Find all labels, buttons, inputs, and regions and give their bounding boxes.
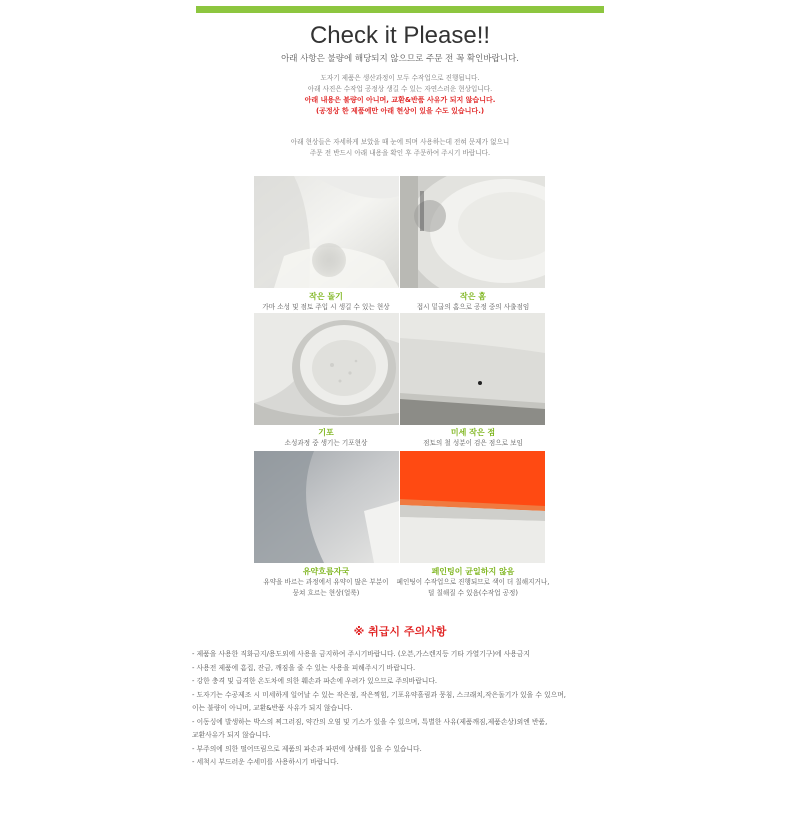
caption-desc: 소성과정 중 생기는 기포현상 (284, 439, 368, 447)
caution-line: - 도자기는 수공제조 시 미세하게 일어날 수 있는 작은점, 작은찍힘, 기포유약흘림과 뭉침, 스크래치,작은돌기가 있을 수 있으며, (192, 690, 566, 699)
note-line: 아래 현상들은 자세하게 보았을 때 눈에 띄며 사용하는데 전혀 문제가 없으니 (290, 138, 510, 146)
caution-line: - 제품을 사용한 직화금지/용도외에 사용을 금지하여 주시기바랍니다. (오븐,가스렌지등 기타 가열기구)에 사용금지 (192, 650, 530, 658)
intro-block (0, 73, 800, 117)
caption-title: 작은 돌기 (309, 292, 343, 301)
photo-small-groove (400, 176, 545, 288)
caption-title: 기포 (318, 428, 334, 437)
intro-line: 아래 사진은 수작업 공정상 생길 수 있는 자연스러운 현상입니다. (307, 85, 493, 93)
intro-warning-line: (공정상 한 제품에만 아래 현상이 있을 수도 있습니다.) (315, 107, 485, 115)
caution-line: - 강한 충격 및 급격한 온도차에 의한 훼손과 파손에 우려가 있으므로 주의바랍니다. (192, 677, 438, 685)
caption-title: 작은 홈 (460, 292, 486, 301)
intro-warning-line: 아래 내용은 불량이 아니며, 교환&반품 사유가 되지 않습니다. (304, 96, 496, 104)
handling-caution-list (192, 648, 622, 770)
note-block (0, 137, 800, 159)
photo-bubbles (254, 313, 399, 425)
top-accent-bar (196, 6, 604, 13)
caption-desc: 가마 소성 및 점토 주입 시 생길 수 있는 현상 (262, 303, 390, 311)
page-title: Check it Please!! (309, 22, 491, 49)
caution-line: - 부주의에 의한 떨어뜨림으로 제품의 파손과 파편에 상해를 입을 수 있습니다. (192, 744, 422, 753)
photo-uneven-painting (400, 451, 545, 563)
note-line: 주문 전 반드시 아래 내용을 확인 후 주문하여 주시기 바랍니다. (309, 149, 491, 157)
caption-fine-dot (383, 427, 563, 449)
caution-line: 교환사유가 되지 않습니다. (192, 731, 271, 739)
caption-desc: 뭉쳐 흐르는 현상(얼룩) (292, 589, 360, 597)
caption-title: 미세 작은 점 (450, 428, 496, 437)
caution-line: - 사용전 제품에 흠집, 잔금, 깨짐을 줄 수 있는 사용을 피해주시기 바랍니다. (192, 663, 416, 672)
caption-uneven-painting (383, 566, 563, 599)
intro-line: 도자기 제품은 생산과정이 모두 수작업으로 진행됩니다. (320, 74, 480, 82)
caption-title: 페인팅이 균일하지 않음 (431, 567, 515, 576)
page-subtitle: 아래 사항은 불량에 해당되지 않으므로 주문 전 꼭 확인바랍니다. (281, 54, 519, 64)
caution-line: 이는 불량이 아니며, 교환&반품 사유가 되지 않습니다. (192, 704, 353, 712)
caption-desc: 덜 칠해질 수 있음(수작업 공정) (428, 589, 518, 597)
handling-caution-title: ※ 취급시 주의사항 (353, 625, 447, 638)
caption-desc: 페인팅이 수작업으로 진행되므로 색이 더 칠해지거나, (396, 578, 550, 586)
photo-glaze-flow (254, 451, 399, 563)
caption-small-groove (383, 291, 563, 313)
caption-desc: 유약을 바르는 과정에서 유약이 많은 부분이 (263, 578, 389, 586)
photo-small-bump (254, 176, 399, 288)
photo-fine-dot (400, 313, 545, 425)
caution-line: - 세척시 부드러운 수세미를 사용하시기 바랍니다. (192, 758, 339, 766)
caption-title: 유약흐름자국 (302, 567, 350, 576)
caption-desc: 점토의 철 성분이 검은 점으로 보임 (423, 439, 523, 447)
caption-desc: 접시 밑굽의 홈으로 공정 중의 사출점임 (416, 303, 530, 311)
caution-line: - 이동싱에 발생하는 박스의 찌그러짐, 약간의 오염 및 기스가 있을 수 있으며, 특별한 사유(제품깨짐,제품손상)외엔 반품, (192, 717, 548, 726)
